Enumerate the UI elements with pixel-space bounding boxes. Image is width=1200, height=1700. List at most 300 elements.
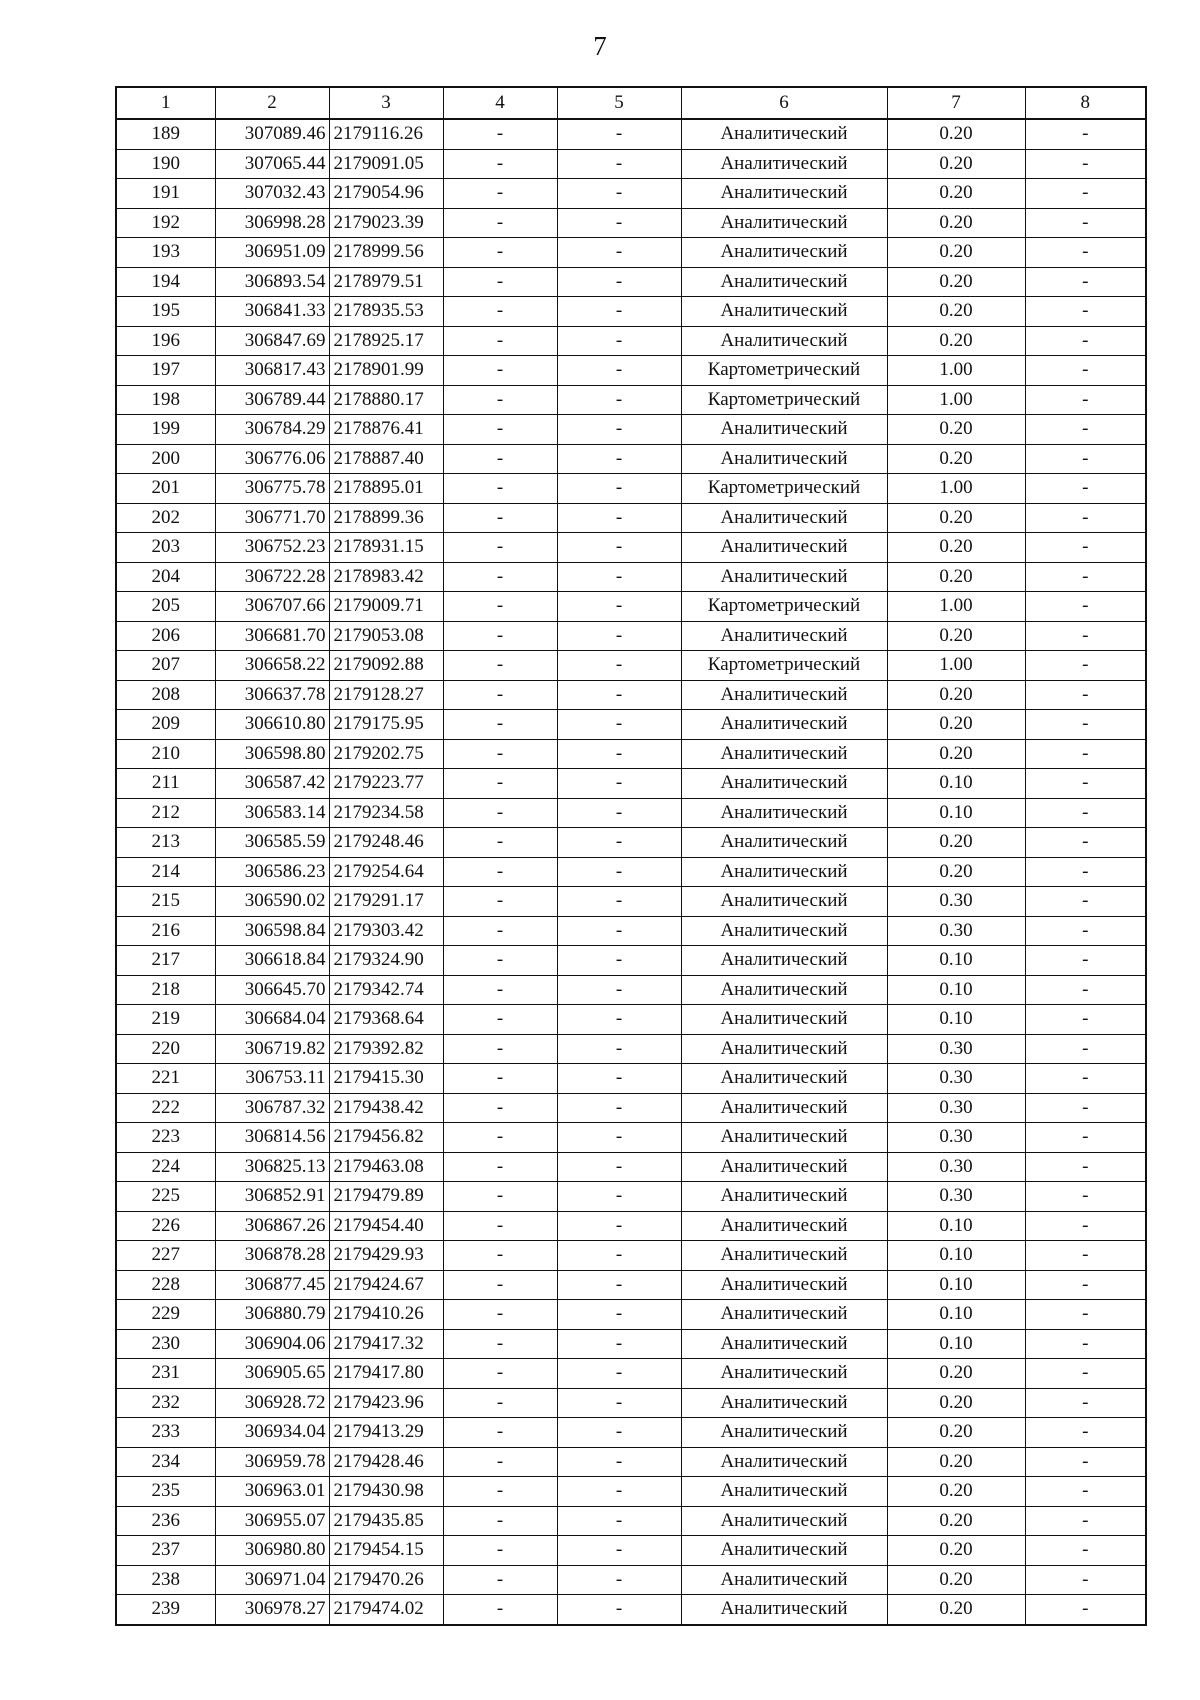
table-row [116,385,1146,415]
table-cell-col-7: 0.10 [887,1300,1025,1330]
table-cell-col-4: - [443,1182,557,1212]
table-row [116,444,1146,474]
table-cell-col-7: 0.10 [887,1211,1025,1241]
table-cell-col-2: 306590.02 [215,887,329,917]
table-row [116,267,1146,297]
table-cell-col-6: Аналитический [681,267,887,297]
table-cell-col-1: 194 [116,267,215,297]
table-cell-col-8: - [1025,1152,1146,1182]
table-cell-col-7: 0.20 [887,179,1025,209]
table-cell-col-8: - [1025,1211,1146,1241]
table-cell-col-2: 306847.69 [215,326,329,356]
table-cell-col-6: Аналитический [681,119,887,149]
table-row [116,503,1146,533]
table-cell-col-7: 0.20 [887,1595,1025,1625]
table-cell-col-5: - [557,149,681,179]
table-row [116,710,1146,740]
table-cell-col-2: 306878.28 [215,1241,329,1271]
table-cell-col-8: - [1025,1359,1146,1389]
table-row [116,1447,1146,1477]
table-cell-col-2: 306928.72 [215,1388,329,1418]
table-cell-col-2: 306585.59 [215,828,329,858]
table-cell-col-7: 0.20 [887,267,1025,297]
table-row [116,1565,1146,1595]
table-cell-col-6: Аналитический [681,149,887,179]
table-cell-col-5: - [557,1506,681,1536]
table-row [116,208,1146,238]
table-cell-col-5: - [557,651,681,681]
table-cell-col-2: 306825.13 [215,1152,329,1182]
table-cell-col-5: - [557,385,681,415]
table-cell-col-4: - [443,857,557,887]
table-cell-col-8: - [1025,651,1146,681]
table-cell-col-4: - [443,562,557,592]
table-cell-col-7: 0.10 [887,1270,1025,1300]
table-row [116,297,1146,327]
table-cell-col-6: Аналитический [681,1329,887,1359]
header-row [116,87,1146,119]
table-cell-col-1: 217 [116,946,215,976]
table-cell-col-3: 2179456.82 [329,1123,443,1153]
table-cell-col-6: Аналитический [681,1270,887,1300]
table-cell-col-8: - [1025,769,1146,799]
table-cell-col-2: 306963.01 [215,1477,329,1507]
table-cell-col-8: - [1025,385,1146,415]
table-cell-col-7: 0.20 [887,238,1025,268]
table-cell-col-7: 1.00 [887,385,1025,415]
table-cell-col-4: - [443,1270,557,1300]
table-cell-col-1: 200 [116,444,215,474]
table-cell-col-3: 2179428.46 [329,1447,443,1477]
table-cell-col-7: 0.20 [887,149,1025,179]
table-cell-col-5: - [557,1182,681,1212]
table-cell-col-4: - [443,1064,557,1094]
table-cell-col-7: 0.20 [887,1418,1025,1448]
table-cell-col-1: 214 [116,857,215,887]
table-cell-col-3: 2178931.15 [329,533,443,563]
table-cell-col-5: - [557,297,681,327]
table-cell-col-4: - [443,444,557,474]
table-cell-col-4: - [443,119,557,149]
table-cell-col-1: 236 [116,1506,215,1536]
table-cell-col-4: - [443,828,557,858]
table-cell-col-2: 306978.27 [215,1595,329,1625]
table-cell-col-2: 306610.80 [215,710,329,740]
table-cell-col-1: 233 [116,1418,215,1448]
table-cell-col-3: 2179128.27 [329,680,443,710]
table-row [116,592,1146,622]
table-cell-col-2: 306771.70 [215,503,329,533]
table-row [116,1005,1146,1035]
table-row [116,149,1146,179]
table-cell-col-5: - [557,1418,681,1448]
table-cell-col-5: - [557,179,681,209]
table-cell-col-2: 306971.04 [215,1565,329,1595]
table-cell-col-7: 0.20 [887,1565,1025,1595]
table-cell-col-4: - [443,680,557,710]
table-cell-col-8: - [1025,503,1146,533]
table-row [116,474,1146,504]
table-cell-col-6: Аналитический [681,828,887,858]
table-cell-col-4: - [443,149,557,179]
table-cell-col-8: - [1025,798,1146,828]
table-cell-col-2: 306951.09 [215,238,329,268]
table-cell-col-5: - [557,946,681,976]
table-cell-col-3: 2179291.17 [329,887,443,917]
table-cell-col-5: - [557,1034,681,1064]
table-row [116,946,1146,976]
table-cell-col-5: - [557,1093,681,1123]
table-cell-col-6: Аналитический [681,680,887,710]
column-header-7: 7 [887,87,1025,119]
table-cell-col-4: - [443,1447,557,1477]
table-cell-col-8: - [1025,149,1146,179]
table-cell-col-7: 0.10 [887,798,1025,828]
table-cell-col-8: - [1025,562,1146,592]
table-cell-col-4: - [443,1536,557,1566]
table-cell-col-5: - [557,621,681,651]
table-cell-col-5: - [557,975,681,1005]
table-cell-col-8: - [1025,267,1146,297]
table-cell-col-5: - [557,1329,681,1359]
table-cell-col-3: 2179092.88 [329,651,443,681]
table-cell-col-6: Аналитический [681,1241,887,1271]
table-row [116,1182,1146,1212]
table-cell-col-5: - [557,1152,681,1182]
coordinates-table [115,86,1147,1626]
table-cell-col-1: 201 [116,474,215,504]
table-cell-col-6: Картометрический [681,356,887,386]
table-cell-col-4: - [443,297,557,327]
table-cell-col-8: - [1025,739,1146,769]
table-cell-col-6: Аналитический [681,1182,887,1212]
table-row [116,1152,1146,1182]
table-row [116,1477,1146,1507]
table-cell-col-6: Аналитический [681,946,887,976]
table-cell-col-3: 2179223.77 [329,769,443,799]
table-cell-col-5: - [557,1123,681,1153]
table-cell-col-7: 0.30 [887,1093,1025,1123]
table-cell-col-4: - [443,326,557,356]
table-cell-col-3: 2179116.26 [329,119,443,149]
table-cell-col-3: 2178901.99 [329,356,443,386]
table-cell-col-7: 0.30 [887,916,1025,946]
table-cell-col-5: - [557,769,681,799]
table-cell-col-6: Картометрический [681,592,887,622]
table-cell-col-6: Аналитический [681,1123,887,1153]
table-cell-col-5: - [557,798,681,828]
table-cell-col-8: - [1025,1064,1146,1094]
table-cell-col-7: 0.20 [887,208,1025,238]
table-cell-col-5: - [557,267,681,297]
table-cell-col-1: 227 [116,1241,215,1271]
table-cell-col-6: Аналитический [681,916,887,946]
table-cell-col-3: 2179053.08 [329,621,443,651]
table-row [116,1418,1146,1448]
table-cell-col-4: - [443,739,557,769]
table-cell-col-7: 0.20 [887,1447,1025,1477]
table-row [116,857,1146,887]
table-row [116,533,1146,563]
table-cell-col-7: 0.20 [887,621,1025,651]
table-cell-col-4: - [443,1359,557,1389]
table-cell-col-4: - [443,651,557,681]
table-cell-col-2: 306877.45 [215,1270,329,1300]
table-cell-col-7: 1.00 [887,474,1025,504]
table-cell-col-6: Аналитический [681,297,887,327]
table-cell-col-8: - [1025,828,1146,858]
table-cell-col-1: 218 [116,975,215,1005]
table-cell-col-3: 2179424.67 [329,1270,443,1300]
table-cell-col-8: - [1025,1329,1146,1359]
table-cell-col-1: 197 [116,356,215,386]
table-cell-col-7: 0.10 [887,975,1025,1005]
table-cell-col-8: - [1025,326,1146,356]
table-cell-col-6: Аналитический [681,1152,887,1182]
table-row [116,1359,1146,1389]
table-cell-col-2: 306955.07 [215,1506,329,1536]
table-cell-col-2: 306684.04 [215,1005,329,1035]
table-cell-col-3: 2178887.40 [329,444,443,474]
table-cell-col-3: 2179413.29 [329,1418,443,1448]
column-header-2: 2 [215,87,329,119]
table-cell-col-1: 237 [116,1536,215,1566]
table-cell-col-8: - [1025,356,1146,386]
table-cell-col-6: Аналитический [681,621,887,651]
table-cell-col-6: Аналитический [681,857,887,887]
table-cell-col-1: 199 [116,415,215,445]
table-row [116,1388,1146,1418]
table-cell-col-5: - [557,208,681,238]
table-cell-col-1: 213 [116,828,215,858]
table-cell-col-8: - [1025,444,1146,474]
table-cell-col-6: Аналитический [681,1447,887,1477]
table-cell-col-5: - [557,119,681,149]
table-cell-col-8: - [1025,621,1146,651]
table-cell-col-2: 306841.33 [215,297,329,327]
table-cell-col-5: - [557,356,681,386]
table-cell-col-8: - [1025,1388,1146,1418]
table-row [116,680,1146,710]
table-cell-col-3: 2179303.42 [329,916,443,946]
table-cell-col-7: 0.20 [887,297,1025,327]
table-cell-col-2: 306618.84 [215,946,329,976]
table-cell-col-2: 306707.66 [215,592,329,622]
table-cell-col-1: 223 [116,1123,215,1153]
table-cell-col-2: 306586.23 [215,857,329,887]
table-cell-col-3: 2179202.75 [329,739,443,769]
table-cell-col-5: - [557,739,681,769]
table-cell-col-2: 306681.70 [215,621,329,651]
table-cell-col-1: 229 [116,1300,215,1330]
table-cell-col-1: 210 [116,739,215,769]
table-cell-col-3: 2179415.30 [329,1064,443,1094]
table-cell-col-8: - [1025,1270,1146,1300]
table-cell-col-3: 2179368.64 [329,1005,443,1035]
table-cell-col-4: - [443,1388,557,1418]
table-cell-col-1: 209 [116,710,215,740]
table-cell-col-5: - [557,680,681,710]
table-cell-col-3: 2179054.96 [329,179,443,209]
table-cell-col-8: - [1025,415,1146,445]
table-cell-col-2: 306905.65 [215,1359,329,1389]
table-row [116,739,1146,769]
table-cell-col-6: Аналитический [681,769,887,799]
table-cell-col-3: 2179429.93 [329,1241,443,1271]
table-cell-col-1: 221 [116,1064,215,1094]
table-cell-col-6: Аналитический [681,179,887,209]
table-cell-col-7: 0.20 [887,1359,1025,1389]
table-cell-col-2: 306867.26 [215,1211,329,1241]
table-cell-col-1: 228 [116,1270,215,1300]
table-cell-col-8: - [1025,975,1146,1005]
table-cell-col-3: 2179392.82 [329,1034,443,1064]
table-cell-col-5: - [557,474,681,504]
table-row [116,562,1146,592]
table-cell-col-8: - [1025,857,1146,887]
table-cell-col-5: - [557,710,681,740]
table-body [116,119,1146,1625]
table-cell-col-4: - [443,1595,557,1625]
table-row [116,1506,1146,1536]
table-cell-col-4: - [443,592,557,622]
table-cell-col-1: 232 [116,1388,215,1418]
table-cell-col-3: 2179470.26 [329,1565,443,1595]
table-cell-col-6: Аналитический [681,503,887,533]
table-cell-col-8: - [1025,1565,1146,1595]
table-cell-col-1: 226 [116,1211,215,1241]
table-cell-col-5: - [557,503,681,533]
table-cell-col-1: 235 [116,1477,215,1507]
table-cell-col-5: - [557,1300,681,1330]
table-cell-col-3: 2179417.32 [329,1329,443,1359]
table-cell-col-5: - [557,828,681,858]
table-cell-col-4: - [443,1152,557,1182]
table-row [116,1211,1146,1241]
table-cell-col-5: - [557,1536,681,1566]
table-cell-col-7: 0.10 [887,1329,1025,1359]
table-cell-col-4: - [443,1300,557,1330]
table-cell-col-2: 307032.43 [215,179,329,209]
table-row [116,1270,1146,1300]
table-cell-col-3: 2179423.96 [329,1388,443,1418]
table-cell-col-8: - [1025,1536,1146,1566]
table-cell-col-7: 0.20 [887,415,1025,445]
table-cell-col-3: 2178935.53 [329,297,443,327]
table-cell-col-1: 238 [116,1565,215,1595]
table-cell-col-2: 306814.56 [215,1123,329,1153]
table-cell-col-2: 306784.29 [215,415,329,445]
table-cell-col-5: - [557,415,681,445]
table-cell-col-6: Аналитический [681,444,887,474]
table-row [116,769,1146,799]
table-cell-col-8: - [1025,1595,1146,1625]
table-cell-col-1: 212 [116,798,215,828]
table-cell-col-8: - [1025,1418,1146,1448]
table-cell-col-3: 2179454.40 [329,1211,443,1241]
table-cell-col-7: 0.30 [887,1152,1025,1182]
table-cell-col-5: - [557,533,681,563]
table-cell-col-4: - [443,1565,557,1595]
table-cell-col-4: - [443,1093,557,1123]
table-cell-col-8: - [1025,119,1146,149]
table-cell-col-8: - [1025,533,1146,563]
table-cell-col-6: Аналитический [681,798,887,828]
table-cell-col-2: 306645.70 [215,975,329,1005]
table-cell-col-3: 2179091.05 [329,149,443,179]
table-cell-col-6: Аналитический [681,1477,887,1507]
table-cell-col-8: - [1025,680,1146,710]
table-cell-col-3: 2178880.17 [329,385,443,415]
table-cell-col-6: Аналитический [681,1005,887,1035]
table-row [116,415,1146,445]
table-cell-col-3: 2179435.85 [329,1506,443,1536]
table-cell-col-2: 306775.78 [215,474,329,504]
table-cell-col-1: 207 [116,651,215,681]
table-cell-col-5: - [557,1241,681,1271]
table-cell-col-7: 0.20 [887,326,1025,356]
table-cell-col-4: - [443,946,557,976]
table-cell-col-4: - [443,415,557,445]
table-cell-col-6: Аналитический [681,1093,887,1123]
table-cell-col-3: 2178999.56 [329,238,443,268]
table-cell-col-7: 0.20 [887,444,1025,474]
table-cell-col-7: 1.00 [887,592,1025,622]
table-row [116,1034,1146,1064]
table-cell-col-8: - [1025,1241,1146,1271]
table-row [116,119,1146,149]
table-cell-col-2: 306583.14 [215,798,329,828]
table-cell-col-6: Аналитический [681,1536,887,1566]
table-cell-col-4: - [443,1418,557,1448]
table-cell-col-7: 0.20 [887,1477,1025,1507]
table-cell-col-4: - [443,1005,557,1035]
table-cell-col-8: - [1025,179,1146,209]
table-row [116,828,1146,858]
table-cell-col-8: - [1025,1093,1146,1123]
table-cell-col-4: - [443,975,557,1005]
table-cell-col-7: 0.30 [887,887,1025,917]
table-cell-col-4: - [443,1241,557,1271]
table-cell-col-5: - [557,562,681,592]
table-row [116,1093,1146,1123]
table-cell-col-3: 2179463.08 [329,1152,443,1182]
table-cell-col-1: 220 [116,1034,215,1064]
table-cell-col-5: - [557,1005,681,1035]
table-cell-col-6: Аналитический [681,1506,887,1536]
table-cell-col-7: 0.20 [887,828,1025,858]
table-cell-col-6: Аналитический [681,1388,887,1418]
table-cell-col-7: 0.20 [887,119,1025,149]
table-cell-col-1: 219 [116,1005,215,1035]
table-cell-col-4: - [443,356,557,386]
table-cell-col-4: - [443,769,557,799]
table-cell-col-8: - [1025,1123,1146,1153]
table-cell-col-1: 211 [116,769,215,799]
table-cell-col-2: 307089.46 [215,119,329,149]
table-cell-col-3: 2179234.58 [329,798,443,828]
table-cell-col-1: 195 [116,297,215,327]
table-row [116,916,1146,946]
table-cell-col-3: 2179430.98 [329,1477,443,1507]
table-cell-col-3: 2179009.71 [329,592,443,622]
table-cell-col-1: 239 [116,1595,215,1625]
table-cell-col-7: 0.20 [887,1388,1025,1418]
table-cell-col-4: - [443,1506,557,1536]
table-cell-col-2: 306893.54 [215,267,329,297]
table-cell-col-7: 0.20 [887,503,1025,533]
table-cell-col-1: 222 [116,1093,215,1123]
